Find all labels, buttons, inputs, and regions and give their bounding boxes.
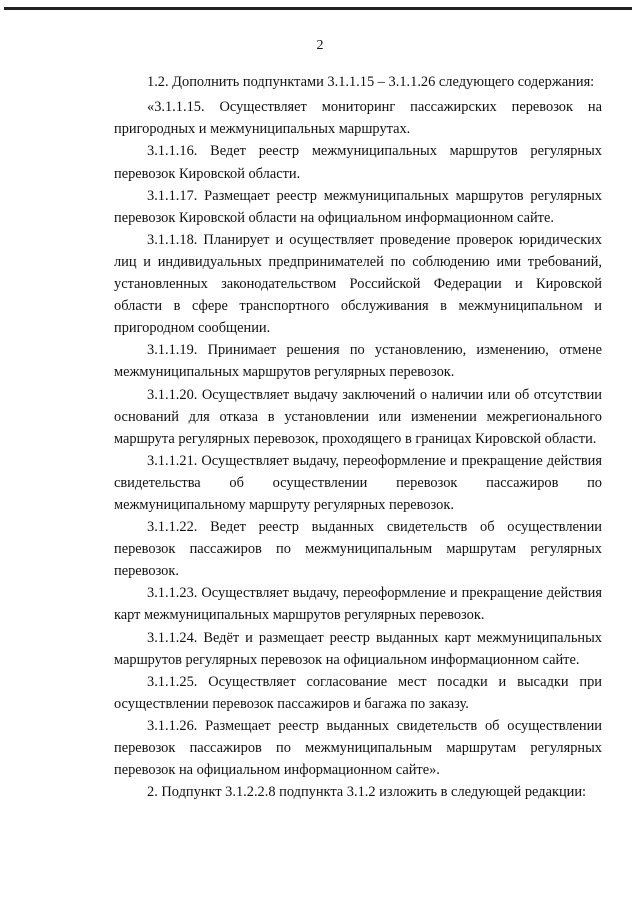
page-number: 2: [316, 38, 324, 53]
paragraph-3-1-1-16: 3.1.1.16. Ведет реестр межмуниципальных маршрутов регулярных перевозок Кировской области.: [114, 143, 602, 182]
top-rule: [4, 7, 632, 10]
paragraph-3-1-1-18: 3.1.1.18. Планирует и осуществляет проведение проверок юридических лиц и индивидуальных предпринимателей по соблюдению ими требований, установленных законодательством Российской Федерации и Кировской области в сфере транспортного обслуживания в межмуниципальном и пригородном сообщении.: [114, 231, 602, 337]
paragraph-3-1-1-26: 3.1.1.26. Размещает реестр выданных свидетельств об осуществлении перевозок пассажиров по межмуниципальным маршрутам регулярных перевозок на официальном информационном сайте».: [114, 717, 602, 779]
paragraph-2: 2. Подпункт 3.1.2.2.8 подпункта 3.1.2 изложить в следующей редакции:: [147, 784, 587, 801]
document-body: [114, 71, 602, 803]
paragraph-3-1-1-19: 3.1.1.19. Принимает решения по установлению, изменению, отмене межмуниципальных маршрутов регулярных перевозок.: [114, 342, 602, 381]
paragraph-3-1-1-22: 3.1.1.22. Ведет реестр выданных свидетельств об осуществлении перевозок пассажиров по межмуниципальным маршрутам регулярных перевозок.: [114, 519, 602, 580]
paragraph-3-1-1-15: «3.1.1.15. Осуществляет мониторинг пассажирских перевозок на пригородных и межмуниципальных маршрутах.: [114, 99, 602, 138]
paragraph-3-1-1-17: 3.1.1.17. Размещает реестр межмуниципальных маршрутов регулярных перевозок Кировской области на официальном информационном сайте.: [114, 187, 602, 226]
paragraph-3-1-1-20: 3.1.1.20. Осуществляет выдачу заключений о наличии или об отсутствии оснований для отказа в установлении или изменении межрегионального маршрута регулярных перевозок, проходящего в границах Кировской области.: [114, 386, 602, 447]
paragraph-3-1-1-24: 3.1.1.24. Ведёт и размещает реестр выданных карт межмуниципальных маршрутов регулярных перевозок на официальном информационном сайте.: [114, 629, 602, 668]
paragraph-1-2: 1.2. Дополнить подпунктами 3.1.1.15 – 3.1.1.26 следующего содержания:: [147, 74, 595, 90]
paragraph-3-1-1-21: 3.1.1.21. Осуществляет выдачу, переоформление и прекращение действия свидетельства об осуществлении перевозок пассажиров по межмуниципальному маршруту регулярных перевозок.: [114, 452, 602, 513]
paragraph-3-1-1-23: 3.1.1.23. Осуществляет выдачу, переоформление и прекращение действия карт межмуниципальных маршрутов регулярных перевозок.: [114, 585, 602, 624]
paragraph-3-1-1-25: 3.1.1.25. Осуществляет согласование мест посадки и высадки при осуществлении перевозок пассажиров и багажа по заказу.: [114, 673, 602, 712]
